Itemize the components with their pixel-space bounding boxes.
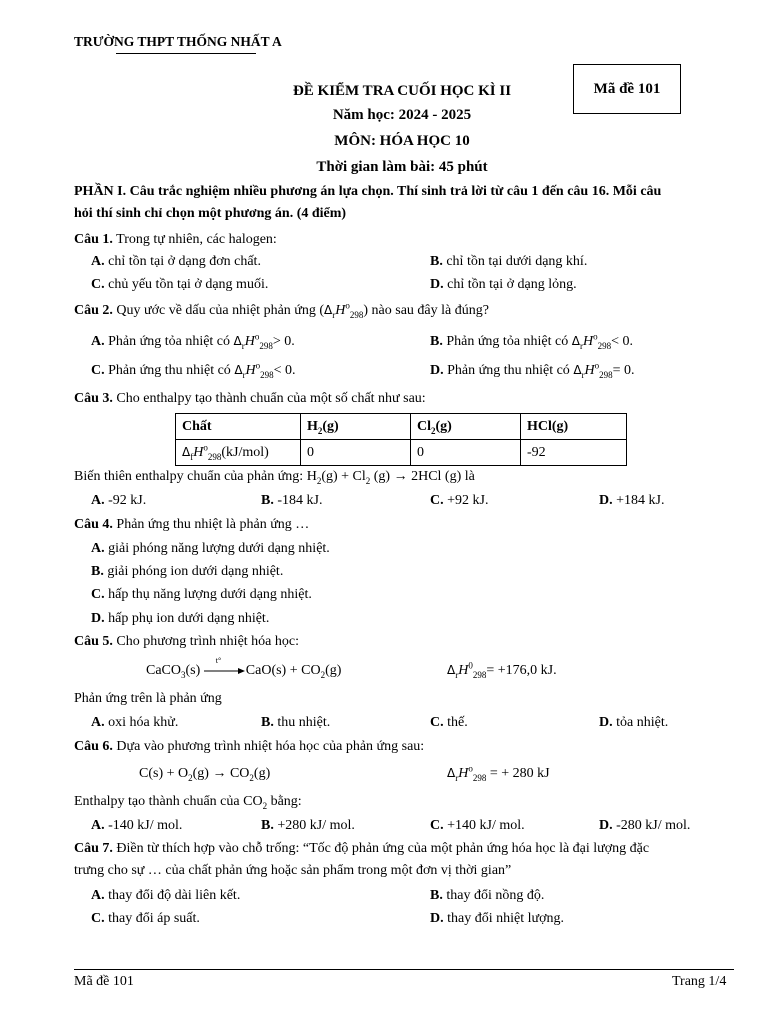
option-text: chủ yếu tồn tại ở dạng muối. xyxy=(108,277,269,292)
q5-equation: CaCO$_3$(s) t° $CaO(s) + CO_2(g)$ xyxy=(146,655,342,680)
option-text: thay đổi nồng độ. xyxy=(446,888,545,903)
option-letter: C. xyxy=(91,587,105,602)
q3-option-c[interactable] xyxy=(430,494,488,508)
option-letter: A. xyxy=(91,818,105,833)
question-5 xyxy=(74,635,299,649)
option-text: thay đổi áp suất. xyxy=(108,911,200,926)
option-letter: C. xyxy=(430,715,444,730)
q2-option-b[interactable]: B. Phản ứng tỏa nhiệt có $\Delta_rH^o_{298}< 0$. xyxy=(430,331,633,351)
q2-option-a[interactable]: A. Phản ứng tỏa nhiệt có $\Delta_rH^o_{298}> 0$. xyxy=(91,331,295,351)
question-text: Phản ứng thu nhiệt là phản ứng … xyxy=(116,517,310,532)
school-name: TRƯỜNG THPT THỐNG NHẤT A xyxy=(74,34,282,49)
option-text: thế. xyxy=(447,715,468,730)
option-letter: B. xyxy=(91,564,104,579)
header-cell: $Cl_2(g)$ xyxy=(411,414,521,440)
q1-option-c[interactable] xyxy=(91,278,268,292)
part1-instructions xyxy=(74,181,734,225)
q4-option-b[interactable] xyxy=(91,565,283,579)
question-7 xyxy=(74,838,734,882)
option-letter: D. xyxy=(91,611,105,626)
q7-option-d[interactable] xyxy=(430,912,564,926)
part1-line1: Câu trắc nghiệm nhiều phương án lựa chọn. Thí sinh trả lời từ câu 1 đến câu 16. Mỗi câu xyxy=(129,184,662,199)
option-relation: > 0. xyxy=(272,334,295,349)
option-letter: C. xyxy=(430,818,444,833)
option-letter: B. xyxy=(261,818,274,833)
reaction-arrow xyxy=(204,655,246,676)
footer-page-number: Trang 1/4 xyxy=(672,974,727,989)
option-text: +280 kJ/ mol. xyxy=(277,818,355,833)
table-cell: 0 xyxy=(301,440,411,466)
option-letter: B. xyxy=(261,715,274,730)
q1-option-d[interactable] xyxy=(430,278,577,292)
q2-option-c[interactable]: C. Phản ứng thu nhiệt có $\Delta_rH^o_{298}< 0$. xyxy=(91,360,296,380)
option-text: -92 kJ. xyxy=(108,493,147,508)
table-header-row xyxy=(176,414,627,440)
option-letter: A. xyxy=(91,888,105,903)
option-text: -140 kJ/ mol. xyxy=(108,818,183,833)
q2-option-d[interactable]: D. Phản ứng thu nhiệt có $\Delta_rH^o_{298}= 0$. xyxy=(430,360,635,380)
option-text: +140 kJ/ mol. xyxy=(447,818,525,833)
question-text: Trong tự nhiên, các halogen: xyxy=(116,232,277,247)
question-label: Câu 2. xyxy=(74,303,113,318)
question-text-line1: Điền từ thích hợp vào chỗ trống: “Tốc độ phản ứng của một phản ứng hóa học là đại lượng đặc xyxy=(116,841,650,856)
option-letter: C. xyxy=(91,277,105,292)
question-2: Câu 2. Quy ước về dấu của nhiệt phản ứng $(\Delta_rH^o_{298})$ nào sau đây là đúng? xyxy=(74,300,489,320)
subject: MÔN: HÓA HỌC 10 xyxy=(334,133,470,149)
option-letter: D. xyxy=(599,818,613,833)
q1-option-a[interactable] xyxy=(91,255,261,269)
q7-option-a[interactable] xyxy=(91,889,240,903)
option-text: chỉ tồn tại ở dạng đơn chất. xyxy=(108,254,261,269)
option-text: hấp phụ ion dưới dạng nhiệt. xyxy=(108,611,270,626)
q7-option-b[interactable] xyxy=(430,889,544,903)
q5-option-d[interactable] xyxy=(599,716,668,730)
table-cell: -92 xyxy=(521,440,627,466)
q1-option-b[interactable] xyxy=(430,255,587,269)
q5-option-c[interactable] xyxy=(430,716,468,730)
option-text: chỉ tồn tại ở dạng lỏng. xyxy=(447,277,577,292)
option-letter: A. xyxy=(91,334,105,349)
q5-stem-after: Phản ứng trên là phản ứng xyxy=(74,691,222,706)
table-cell: 0 xyxy=(411,440,521,466)
school-year: Năm học: 2024 - 2025 xyxy=(332,107,472,123)
option-letter: A. xyxy=(91,254,105,269)
option-text: chỉ tồn tại dưới dạng khí. xyxy=(446,254,588,269)
q7-option-c[interactable] xyxy=(91,912,200,926)
option-letter: A. xyxy=(91,493,105,508)
delta-symbol: Δ xyxy=(324,303,333,317)
reaction-condition: t° xyxy=(215,655,222,665)
question-label: Câu 1. xyxy=(74,232,113,247)
q6-equation: $C(s) + O_2(g) \to CO_2(g)$ xyxy=(139,766,271,783)
option-relation: < 0. xyxy=(611,334,633,349)
option-letter: C. xyxy=(91,363,105,378)
option-text: Phản ứng tỏa nhiệt có xyxy=(108,334,231,349)
footer-exam-code: Mã đề 101 xyxy=(74,974,134,989)
question-6 xyxy=(74,740,424,754)
option-text: hấp thụ năng lượng dưới dạng nhiệt. xyxy=(108,587,312,602)
option-letter: B. xyxy=(430,888,443,903)
q6-stem-after: Enthalpy tạo thành chuẩn của $CO_2$ bằng: xyxy=(74,794,302,811)
option-letter: B. xyxy=(261,493,274,508)
q3-option-a[interactable] xyxy=(91,494,146,508)
option-text: thu nhiệt. xyxy=(277,715,331,730)
option-letter: D. xyxy=(599,715,613,730)
exam-title: ĐỀ KIỂM TRA CUỐI HỌC KÌ II xyxy=(292,83,512,99)
question-text: Cho enthalpy tạo thành chuẩn của một số chất như sau: xyxy=(116,391,426,406)
header-cell: HCl(g) xyxy=(521,414,627,440)
q4-option-c[interactable] xyxy=(91,588,312,602)
option-text: tỏa nhiệt. xyxy=(616,715,669,730)
part1-label: PHẦN I. xyxy=(74,184,127,199)
q6-option-d[interactable] xyxy=(599,819,690,833)
q3-option-d[interactable] xyxy=(599,494,664,508)
option-letter: B. xyxy=(430,254,443,269)
q6-option-c[interactable] xyxy=(430,819,525,833)
q5-option-b[interactable] xyxy=(261,716,330,730)
header-cell: Chất xyxy=(176,414,301,440)
table-cell: $\Delta_fH^o_{298}(kJ/mol)$ xyxy=(176,440,301,466)
question-label: Câu 3. xyxy=(74,391,113,406)
option-text: Phản ứng thu nhiệt có xyxy=(447,363,570,378)
question-label: Câu 5. xyxy=(74,634,113,649)
q3-reaction: Biến thiên enthalpy chuẩn của phản ứng: $H_2(g) + Cl_2$ (g) → 2HCl (g) là xyxy=(74,469,475,486)
part1-line2: hỏi thí sinh chỉ chọn một phương án. (4 điểm) xyxy=(74,206,347,221)
q6-enthalpy: $\Delta_rH^o_{298}$ = + 280 kJ xyxy=(447,763,550,783)
question-text-start: Quy ước về dấu của nhiệt phản ứng ( xyxy=(116,303,325,318)
header-cell: $H_2(g)$ xyxy=(301,414,411,440)
option-text: Phản ứng tỏa nhiệt có xyxy=(446,334,569,349)
option-relation: = 0. xyxy=(612,363,635,378)
q5-option-a[interactable] xyxy=(91,716,178,730)
option-letter: A. xyxy=(91,715,105,730)
option-letter: D. xyxy=(430,277,444,292)
enthalpy-table xyxy=(175,413,627,466)
option-text: Phản ứng thu nhiệt có xyxy=(108,363,231,378)
school-underline xyxy=(116,53,256,54)
option-text: thay đổi nhiệt lượng. xyxy=(447,911,564,926)
q6-option-a[interactable] xyxy=(91,819,182,833)
option-letter: D. xyxy=(430,363,444,378)
question-label: Câu 7. xyxy=(74,841,113,856)
question-label: Câu 4. xyxy=(74,517,113,532)
question-text-end: ) nào sau đây là đúng? xyxy=(363,303,489,318)
question-text: Cho phương trình nhiệt hóa học: xyxy=(116,634,299,649)
option-letter: D. xyxy=(430,911,444,926)
option-text: giải phóng ion dưới dạng nhiệt. xyxy=(107,564,284,579)
option-letter: C. xyxy=(430,493,444,508)
duration: Thời gian làm bài: 45 phút xyxy=(316,159,488,175)
q4-option-a[interactable] xyxy=(91,542,330,556)
option-text: thay đổi độ dài liên kết. xyxy=(108,888,241,903)
question-1 xyxy=(74,233,277,247)
option-letter: D. xyxy=(599,493,613,508)
q6-option-b[interactable] xyxy=(261,819,355,833)
question-label: Câu 6. xyxy=(74,739,113,754)
option-text: -184 kJ. xyxy=(277,493,323,508)
q4-option-d[interactable] xyxy=(91,612,269,626)
option-letter: C. xyxy=(91,911,105,926)
question-text: Dựa vào phương trình nhiệt hóa học của phản ứng sau: xyxy=(116,739,425,754)
footer-rule xyxy=(74,969,734,970)
option-text: -280 kJ/ mol. xyxy=(616,818,691,833)
table-row xyxy=(176,440,627,466)
option-letter: B. xyxy=(430,334,443,349)
q3-option-b[interactable] xyxy=(261,494,322,508)
question-text-line2: trưng cho sự … của chất phản ứng hoặc sản phẩm trong một đơn vị thời gian” xyxy=(74,863,512,878)
q5-enthalpy: $\Delta_rH^0_{298}= +176,0$ kJ. xyxy=(447,660,557,680)
option-text: giải phóng năng lượng dưới dạng nhiệt. xyxy=(108,541,330,556)
exam-code: Mã đề 101 xyxy=(593,80,661,97)
question-3 xyxy=(74,392,426,406)
question-4 xyxy=(74,518,309,532)
option-letter: A. xyxy=(91,541,105,556)
option-text: oxi hóa khử. xyxy=(108,715,179,730)
option-text: +92 kJ. xyxy=(447,493,489,508)
option-text: +184 kJ. xyxy=(616,493,665,508)
option-relation: < 0. xyxy=(273,363,296,378)
